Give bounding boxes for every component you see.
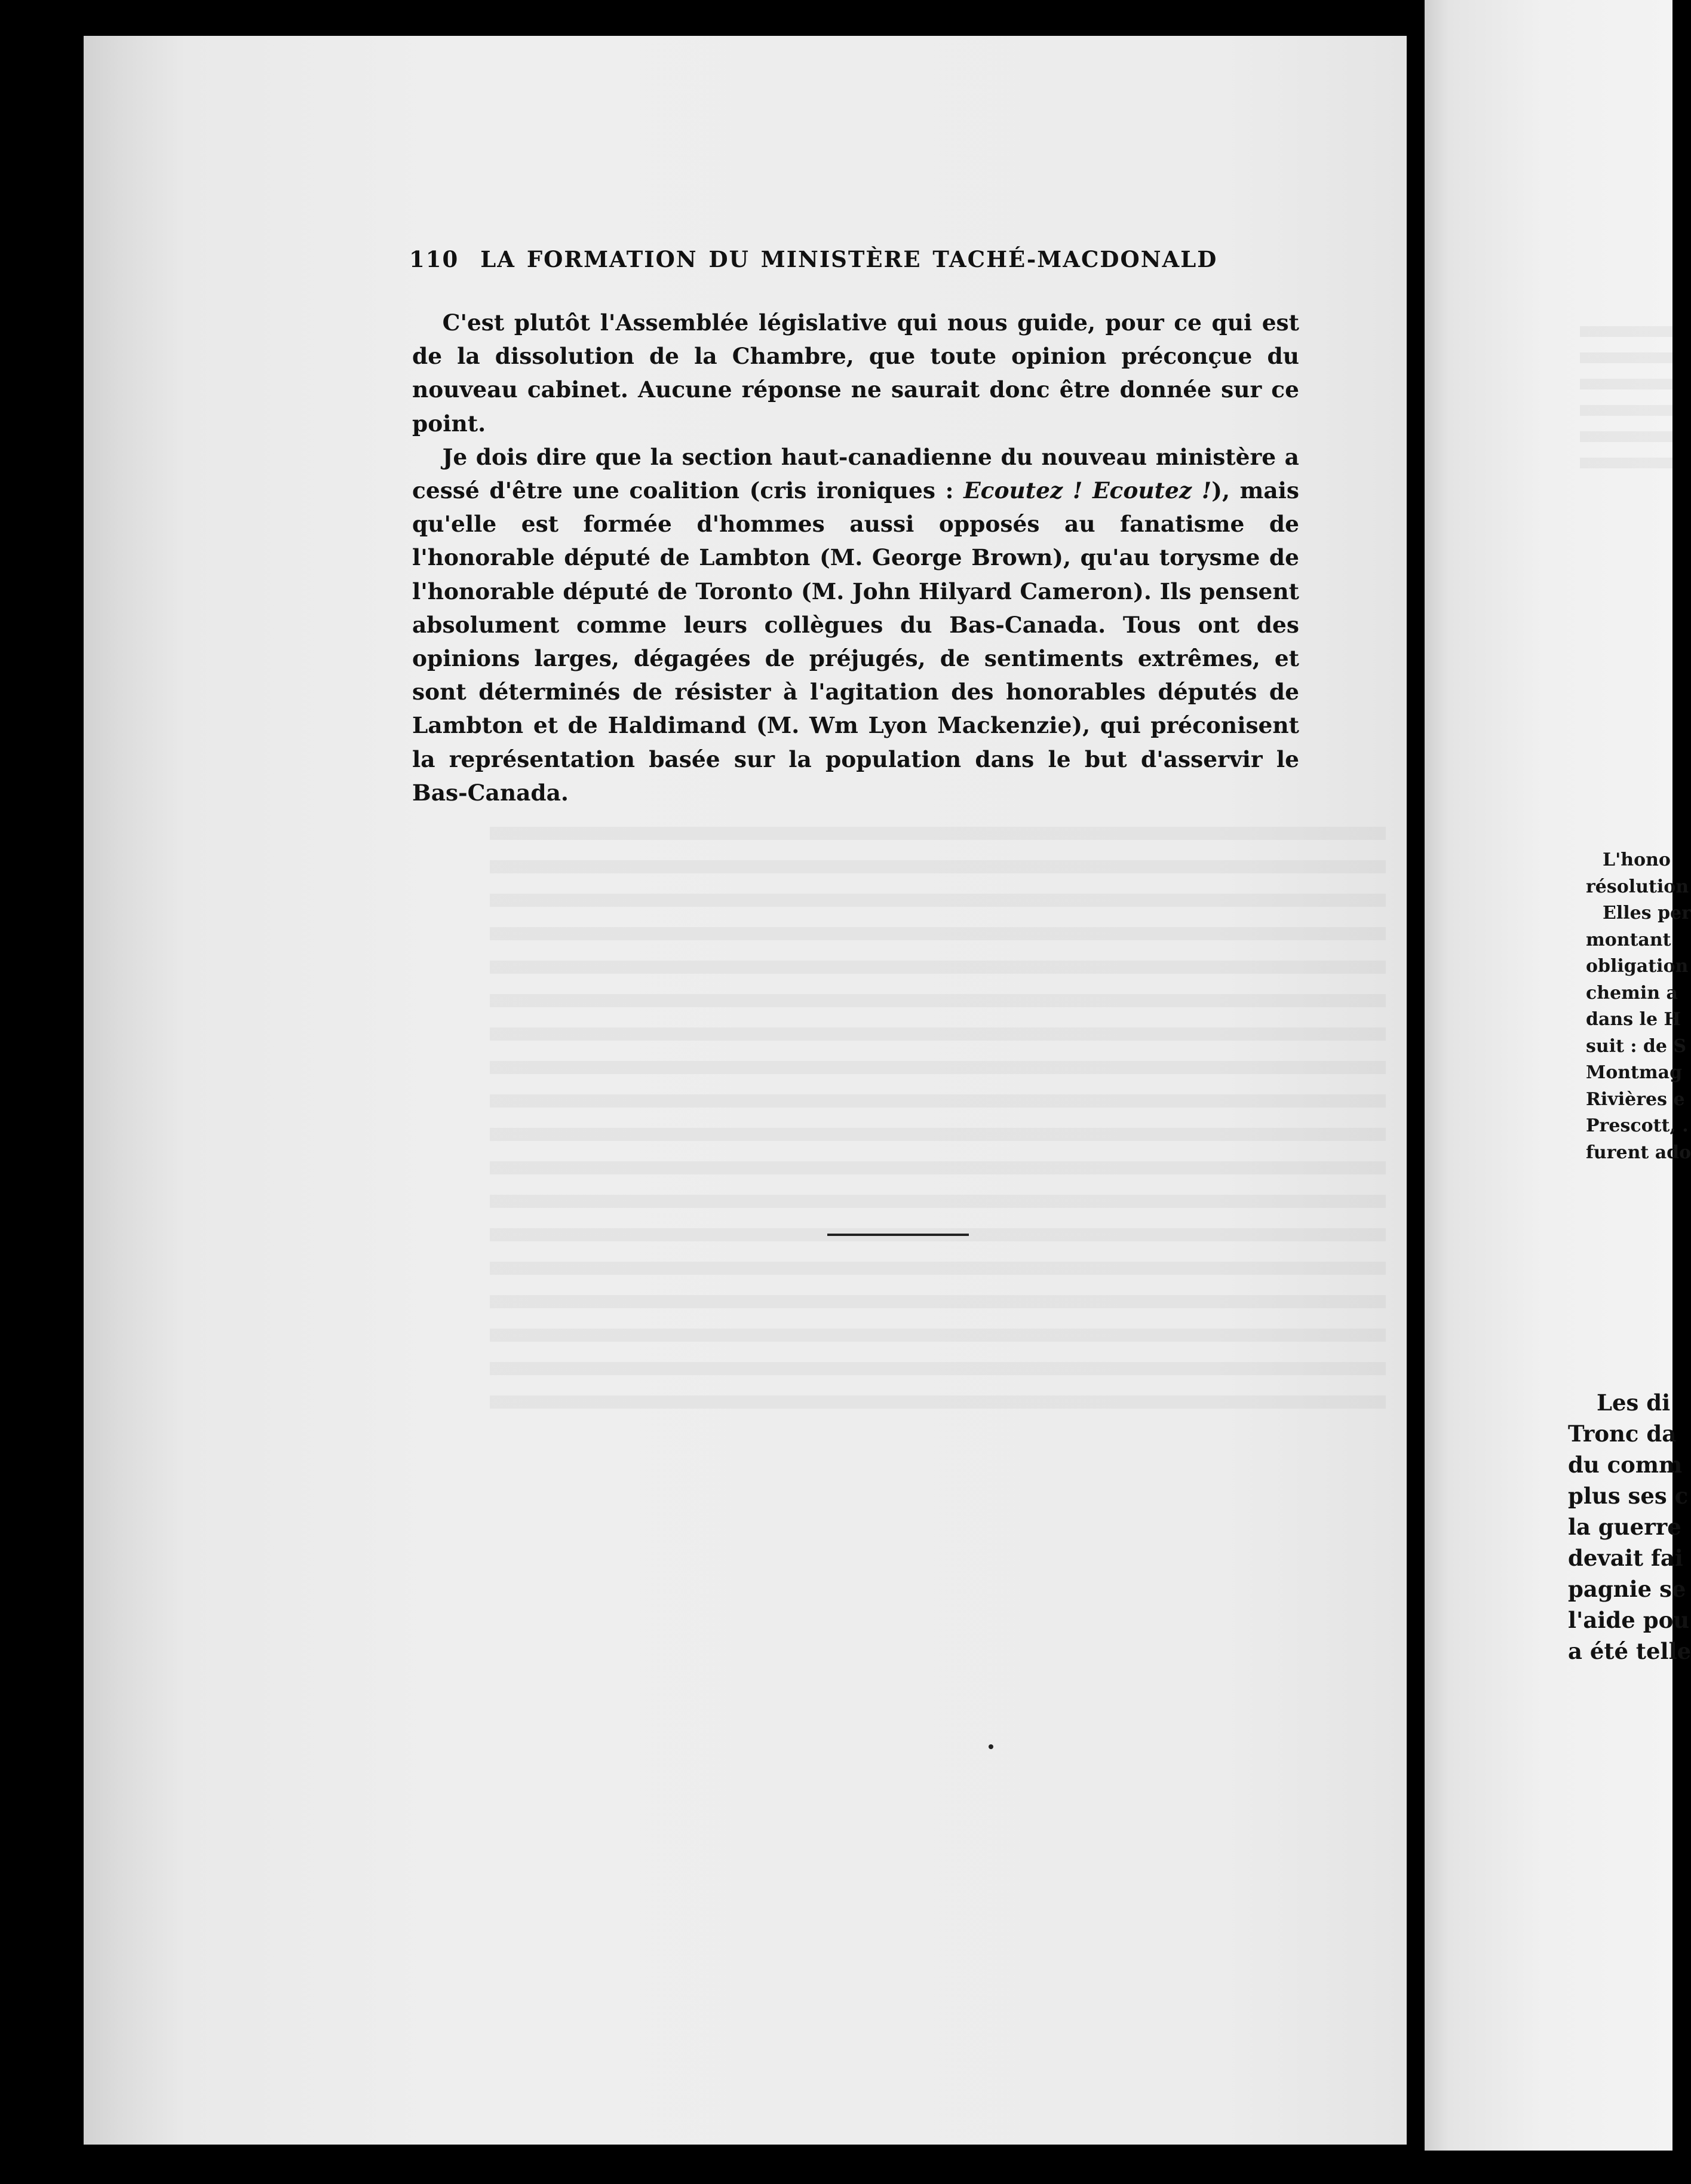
paragraph-2-part-1: Je dois dire que la section haut-canadienne du nouveau ministère a cessé d'être une coalition (cris ironiques : <box>412 443 1299 504</box>
fragment-b-line: pagnie se <box>1568 1576 1686 1602</box>
fragment-b-line: la guerre <box>1568 1514 1681 1540</box>
bleed-through-text <box>490 812 1386 1422</box>
faint-text-right <box>1580 311 1672 478</box>
body-text <box>412 306 1299 809</box>
fragment-a-line: furent ado <box>1586 1142 1691 1163</box>
paragraph-2-part-2: ), mais qu'elle est formée d'hommes aussi opposés au fanatisme de l'honorable député de Lambton (M. George Brown), qu'au torysme de l'honorable député de Toronto (M. John Hilyard Cameron). Ils pensent absolument comme leurs collègues du Bas-Canada. Tous ont des opinions larges, dégagées de préjugés, de sentiments extrêmes, et sont déterminés de résister à l'agitation des honorables députés de Lambton et de Haldimand (M. Wm Lyon Mackenzie), qui préconisent la représentation basée sur la population dans le but d'asservir le Bas-Canada. <box>412 477 1299 806</box>
page-number: 110 <box>409 246 459 272</box>
right-page-fragment-a <box>1586 847 1691 1166</box>
fragment-a-line: résolution <box>1586 876 1689 897</box>
paragraph-1: C'est plutôt l'Assemblée législative qui nous guide, pour ce qui est de la dissolution de la Chambre, que toute opinion préconçue du nouveau cabinet. Aucune réponse ne saurait donc être donnée sur ce point. <box>412 309 1299 437</box>
running-head-title: LA FORMATION DU MINISTÈRE TACHÉ-MACDONALD <box>480 246 1218 272</box>
fragment-b-line: du comm <box>1568 1452 1683 1478</box>
paragraph-2 <box>412 440 1299 809</box>
fragment-a-line: montant <box>1586 929 1671 950</box>
fragment-a-line: L'hono <box>1603 849 1671 870</box>
scan-border-bottom <box>0 2151 1672 2184</box>
fragment-a-line: dans le H <box>1586 1009 1681 1030</box>
fragment-a-line: obligation <box>1586 956 1689 977</box>
page-mark <box>989 1744 993 1749</box>
fragment-b-line: a été telle <box>1568 1638 1691 1664</box>
fragment-a-line: Prescott, . <box>1586 1115 1689 1136</box>
section-rule <box>827 1234 969 1236</box>
fragment-b-line: l'aide pou <box>1568 1607 1690 1633</box>
book-gutter <box>1407 24 1425 2174</box>
fragment-a-line: Montmag <box>1586 1062 1683 1083</box>
fragment-b-line: plus ses c <box>1568 1483 1689 1509</box>
paragraph-2-italic: Ecoutez ! Ecoutez ! <box>963 477 1212 504</box>
fragment-a-line: Elles per <box>1603 903 1691 924</box>
right-page-fragment-b <box>1568 1387 1691 1667</box>
fragment-a-line: suit : de S <box>1586 1035 1687 1057</box>
fragment-b-line: devait fai <box>1568 1545 1683 1571</box>
fragment-b-line: Les di <box>1597 1389 1671 1416</box>
fragment-b-line: Tronc da <box>1568 1421 1677 1447</box>
running-head <box>409 246 1302 272</box>
fragment-a-line: chemin a <box>1586 982 1678 1004</box>
fragment-a-line: Rivières e <box>1586 1088 1685 1110</box>
